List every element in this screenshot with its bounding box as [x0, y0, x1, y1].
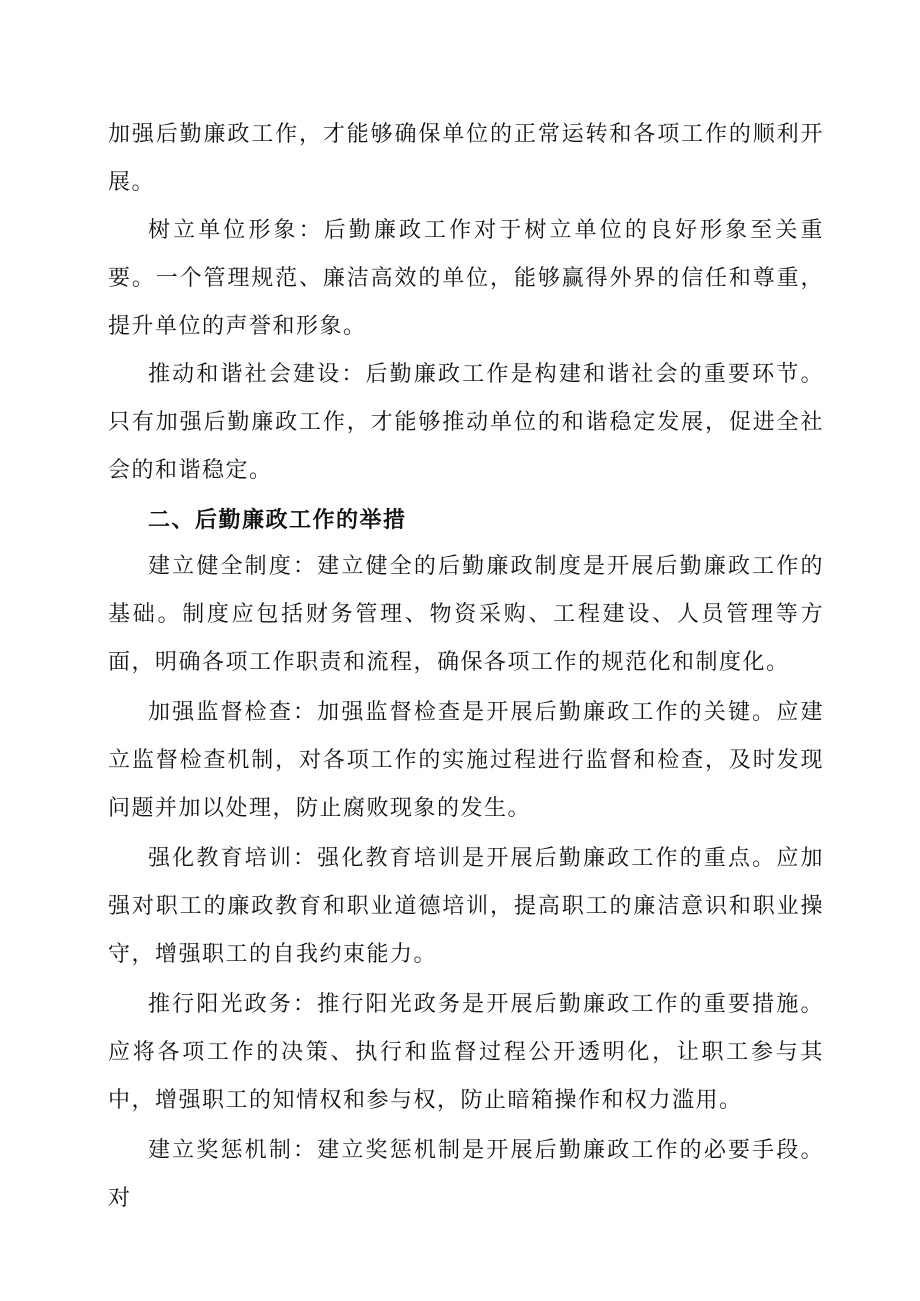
paragraph-transparency: 推行阳光政务：推行阳光政务是开展后勤廉政工作的重要措施。应将各项工作的决策、执行和监督过程公开透明化，让职工参与其中，增强职工的知情权和参与权，防止暗箱操作和权力滥用。	[108, 992, 824, 1113]
paragraph-establish-system: 建立健全制度：建立健全的后勤廉政制度是开展后勤廉政工作的基础。制度应包括财务管理、物资采购、工程建设、人员管理等方面，明确各项工作职责和流程，确保各项工作的规范化和制度化。	[108, 554, 824, 675]
paragraph-continuation: 加强后勤廉政工作，才能够确保单位的正常运转和各项工作的顺利开展。	[108, 122, 824, 195]
paragraph-harmonious-society: 推动和谐社会建设：后勤廉政工作是构建和谐社会的重要环节。只有加强后勤廉政工作，才能够推动单位的和谐稳定发展，促进全社会的和谐稳定。	[108, 362, 824, 483]
section-heading: 二、后勤廉政工作的举措	[148, 508, 407, 533]
paragraph-education: 强化教育培训：强化教育培训是开展后勤廉政工作的重点。应加强对职工的廉政教育和职业道德培训，提高职工的廉洁意识和职业操守，增强职工的自我约束能力。	[108, 846, 824, 967]
paragraph-supervision: 加强监督检查：加强监督检查是开展后勤廉政工作的关键。应建立监督检查机制，对各项工作的实施过程进行监督和检查，及时发现问题并加以处理，防止腐败现象的发生。	[108, 700, 824, 821]
paragraph-rewards-penalties: 建立奖惩机制：建立奖惩机制是开展后勤廉政工作的必要手段。对	[108, 1138, 824, 1211]
paragraph-unit-image: 树立单位形象：后勤廉政工作对于树立单位的良好形象至关重要。一个管理规范、廉洁高效的单位，能够赢得外界的信任和尊重，提升单位的声誉和形象。	[108, 218, 824, 339]
